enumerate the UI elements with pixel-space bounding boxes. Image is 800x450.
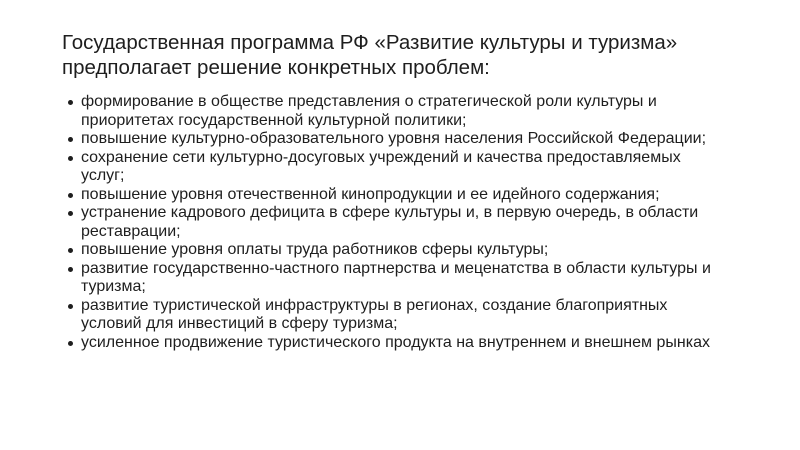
list-item-text: повышение уровня оплаты труда работников сферы культуры; <box>81 241 549 258</box>
list-item-text: развитие государственно-частного партнерства и меценатства в области культуры и туризма; <box>81 259 711 295</box>
list-item-text: повышение культурно-образовательного уровня населения Российской Федерации; <box>81 130 707 147</box>
list-item <box>62 334 712 353</box>
list-item <box>62 204 712 241</box>
bullet-icon <box>68 100 73 105</box>
list-item <box>62 186 712 205</box>
list-item <box>62 241 712 260</box>
slide-title: Государственная программа РФ «Развитие культуры и туризма» предполагает решение конкретных проблем: <box>62 31 678 79</box>
bullet-icon <box>68 267 73 272</box>
bullet-icon <box>68 248 73 253</box>
bullet-icon <box>68 137 73 142</box>
list-item <box>62 260 712 297</box>
list-item-text: повышение уровня отечественной кинопродукции и ее идейного содержания; <box>81 185 660 203</box>
list-item <box>62 149 712 186</box>
bullet-icon <box>68 193 73 198</box>
list-item-text: усиленное продвижение туристического продукта на внутреннем и внешнем рынках <box>81 333 710 351</box>
list-item-text: развитие туристической инфраструктуры в регионах, создание благоприятных условий для инвестиций в сферу туризма; <box>81 296 668 332</box>
list-item <box>62 130 712 149</box>
bullet-list <box>62 93 712 352</box>
bullet-icon <box>68 304 73 309</box>
list-item <box>62 297 712 334</box>
bullet-icon <box>68 211 73 216</box>
bullet-icon <box>68 341 73 346</box>
list-item-text: устранение кадрового дефицита в сфере культуры и, в первую очередь, в области реставрации; <box>81 204 699 240</box>
bullet-icon <box>68 156 73 161</box>
list-item-text: формирование в обществе представления о стратегической роли культуры и приоритетах государственной культурной политики; <box>81 93 657 129</box>
list-item <box>62 93 712 130</box>
list-item-text: сохранение сети культурно-досуговых учреждений и качества предоставляемых услуг; <box>81 148 681 184</box>
